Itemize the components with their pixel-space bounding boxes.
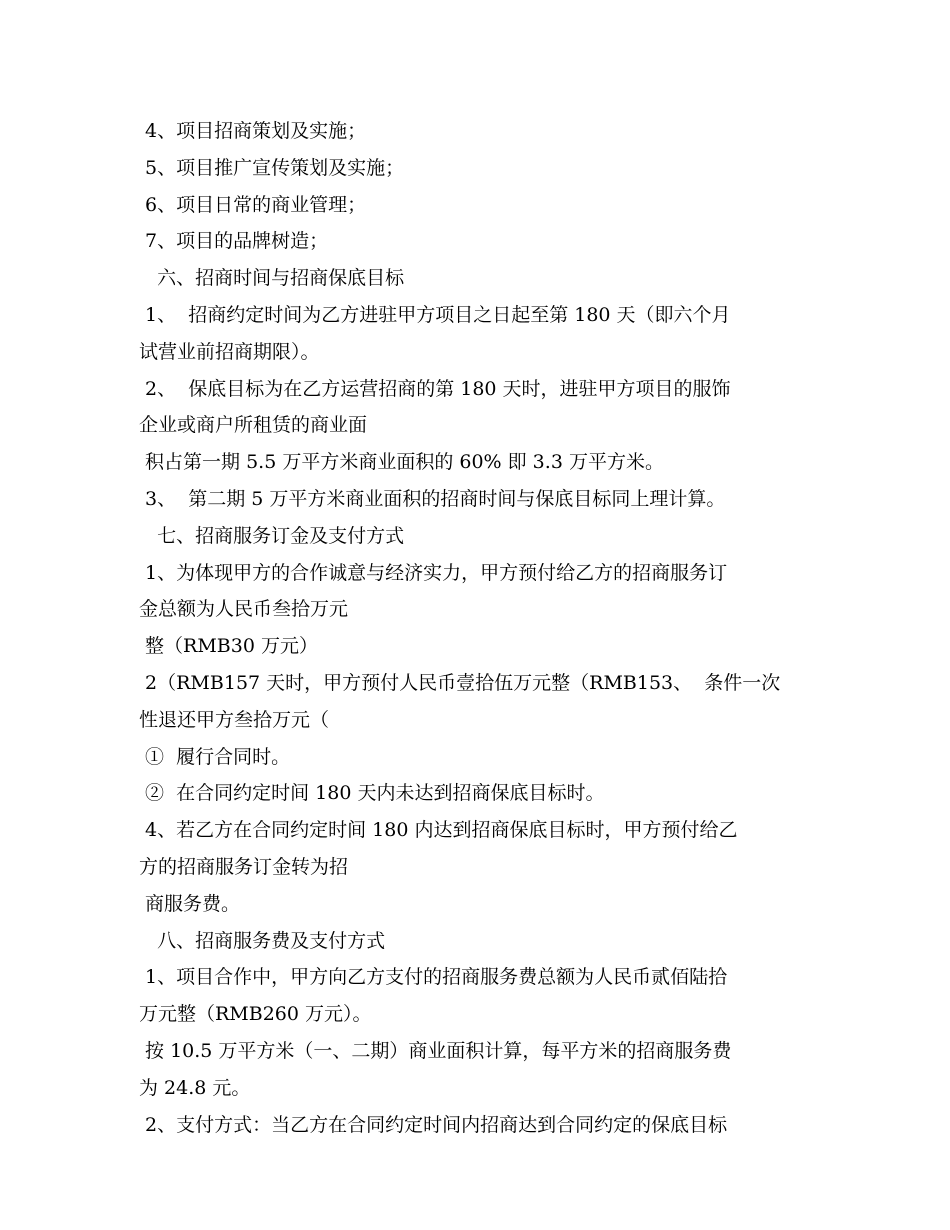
text-line: ② 在合同约定时间 180 天内未达到招商保底目标时。 (139, 782, 605, 805)
section-heading: 七、招商服务订金及支付方式 (139, 524, 405, 547)
text-line: 4、项目招商策划及实施； (139, 120, 367, 142)
text-line: 按 10.5 万平方米（一、二期）商业面积计算，每平方米的招商服务费 (139, 1039, 732, 1062)
section-heading: 八、招商服务费及支付方式 (139, 929, 386, 952)
section-heading: 六、招商时间与招商保底目标 (139, 267, 405, 290)
text-line: 为 24.8 元。 (139, 1076, 251, 1099)
text-line: 2、 保底目标为在乙方运营招商的第 180 天时，进驻甲方项目的服饰 (139, 377, 731, 400)
text-line: 2（RMB157 天时，甲方预付人民币壹拾伍万元整（RMB153、 条件一次 (139, 671, 781, 694)
text-line: 试营业前招商期限）。 (139, 340, 320, 363)
text-line: 1、为体现甲方的合作诚意与经济实力，甲方预付给乙方的招商服务订 (139, 561, 728, 584)
text-line: 整（RMB30 万元） (139, 635, 318, 658)
text-line: ① 履行合同时。 (139, 745, 291, 768)
text-line: 7、项目的品牌树造； (139, 230, 329, 253)
text-line: 4、若乙方在合同约定时间 180 内达到招商保底目标时，甲方预付给乙 (139, 819, 738, 842)
text-line: 商服务费。 (139, 892, 241, 915)
text-line: 积占第一期 5.5 万平方米商业面积的 60% 即 3.3 万平方米。 (139, 451, 664, 474)
text-line: 1、 招商约定时间为乙方进驻甲方项目之日起至第 180 天（即六个月 (139, 303, 731, 326)
text-line: 6、项目日常的商业管理； (139, 193, 367, 216)
text-line: 金总额为人民币叁拾万元 (139, 598, 349, 621)
text-line: 2、支付方式：当乙方在合同约定时间内招商达到合同约定的保底目标 (139, 1113, 728, 1136)
document-body (139, 113, 819, 1143)
text-line: 5、项目推广宣传策划及实施； (139, 156, 405, 179)
text-line: 万元整（RMB260 万元）。 (139, 1003, 372, 1026)
text-line: 性退还甲方叁拾万元（ (139, 708, 330, 731)
text-line: 3、 第二期 5 万平方米商业面积的招商时间与保底目标同上理计算。 (139, 487, 726, 510)
text-line: 1、项目合作中，甲方向乙方支付的招商服务费总额为人民币贰佰陆拾 (139, 966, 728, 989)
text-line: 方的招商服务订金转为招 (139, 855, 349, 878)
text-line: 企业或商户所租赁的商业面 (139, 414, 368, 437)
